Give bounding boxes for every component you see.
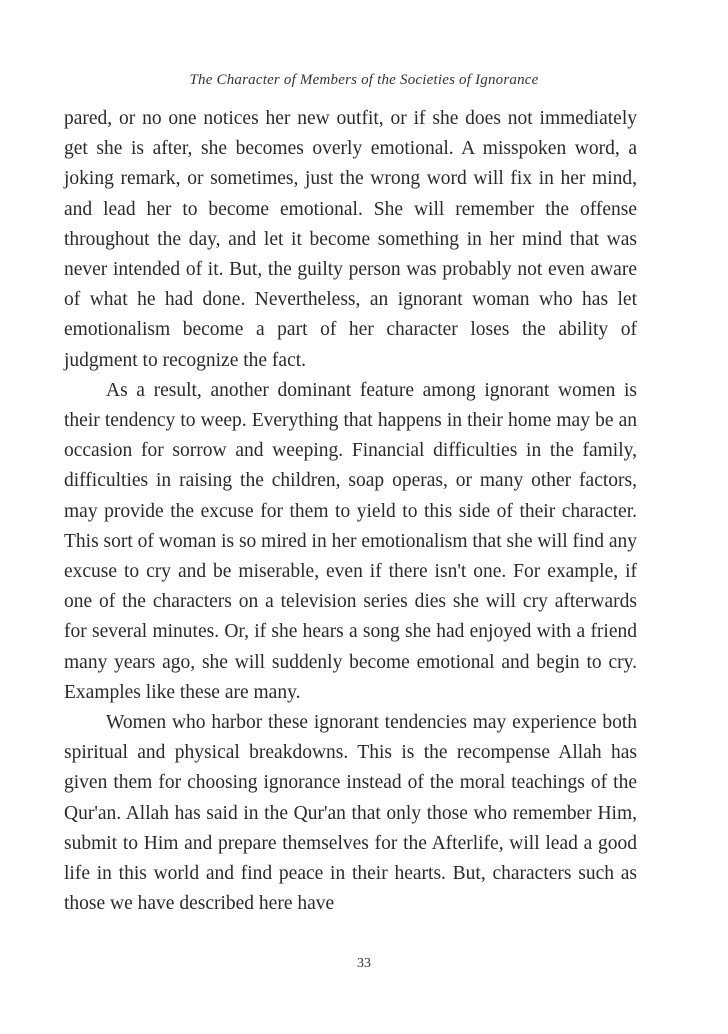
paragraph-2: As a result, another dominant feature among ignorant women is their tendency to weep. Everything that happens in their home may be an occasion for sorrow and weeping. Financial difficulties in the family, difficulties in raising the children, soap operas, or many other factors, may provide the excuse for them to yield to this side of their character. This sort of woman is so mired in her emotionalism that she will find any excuse to cry and be miserable, even if there isn't one. For example, if one of the characters on a television series dies she will cry afterwards for several minutes. Or, if she hears a song she had enjoyed with a friend many years ago, she will suddenly become emotional and begin to cry. Examples like these are many. <box>64 379 638 703</box>
paragraph-3: Women who harbor these ignorant tendencies may experience both spiritual and physical breakdowns. This is the recompense Allah has given them for choosing ignorance instead of the moral teachings of the Qur'an. Allah has said in the Qur'an that only those who remember Him, submit to Him and prepare themselves for the Afterlife, will lead a good life in this world and find peace in their hearts. But, characters such as those we have described here have <box>64 712 637 915</box>
running-header: The Character of Members of the Societies of Ignorance <box>189 72 539 88</box>
page-number: 33 <box>357 956 371 971</box>
paragraph-1: pared, or no one notices her new outfit, or if she does not immediately get she is after, she becomes overly emotional. A misspoken word, a joking remark, or sometimes, just the wrong word will fix in her mind, and lead her to become emotional. She will remember the offense throughout the day, and let it become something in her mind that was never intended of it. But, the guilty person was probably not even aware of what he had done. Nevertheless, an ignorant woman who has let emotionalism become a part of her character loses the ability of judgment to recognize the fact. <box>64 108 637 371</box>
body-text <box>64 104 637 919</box>
